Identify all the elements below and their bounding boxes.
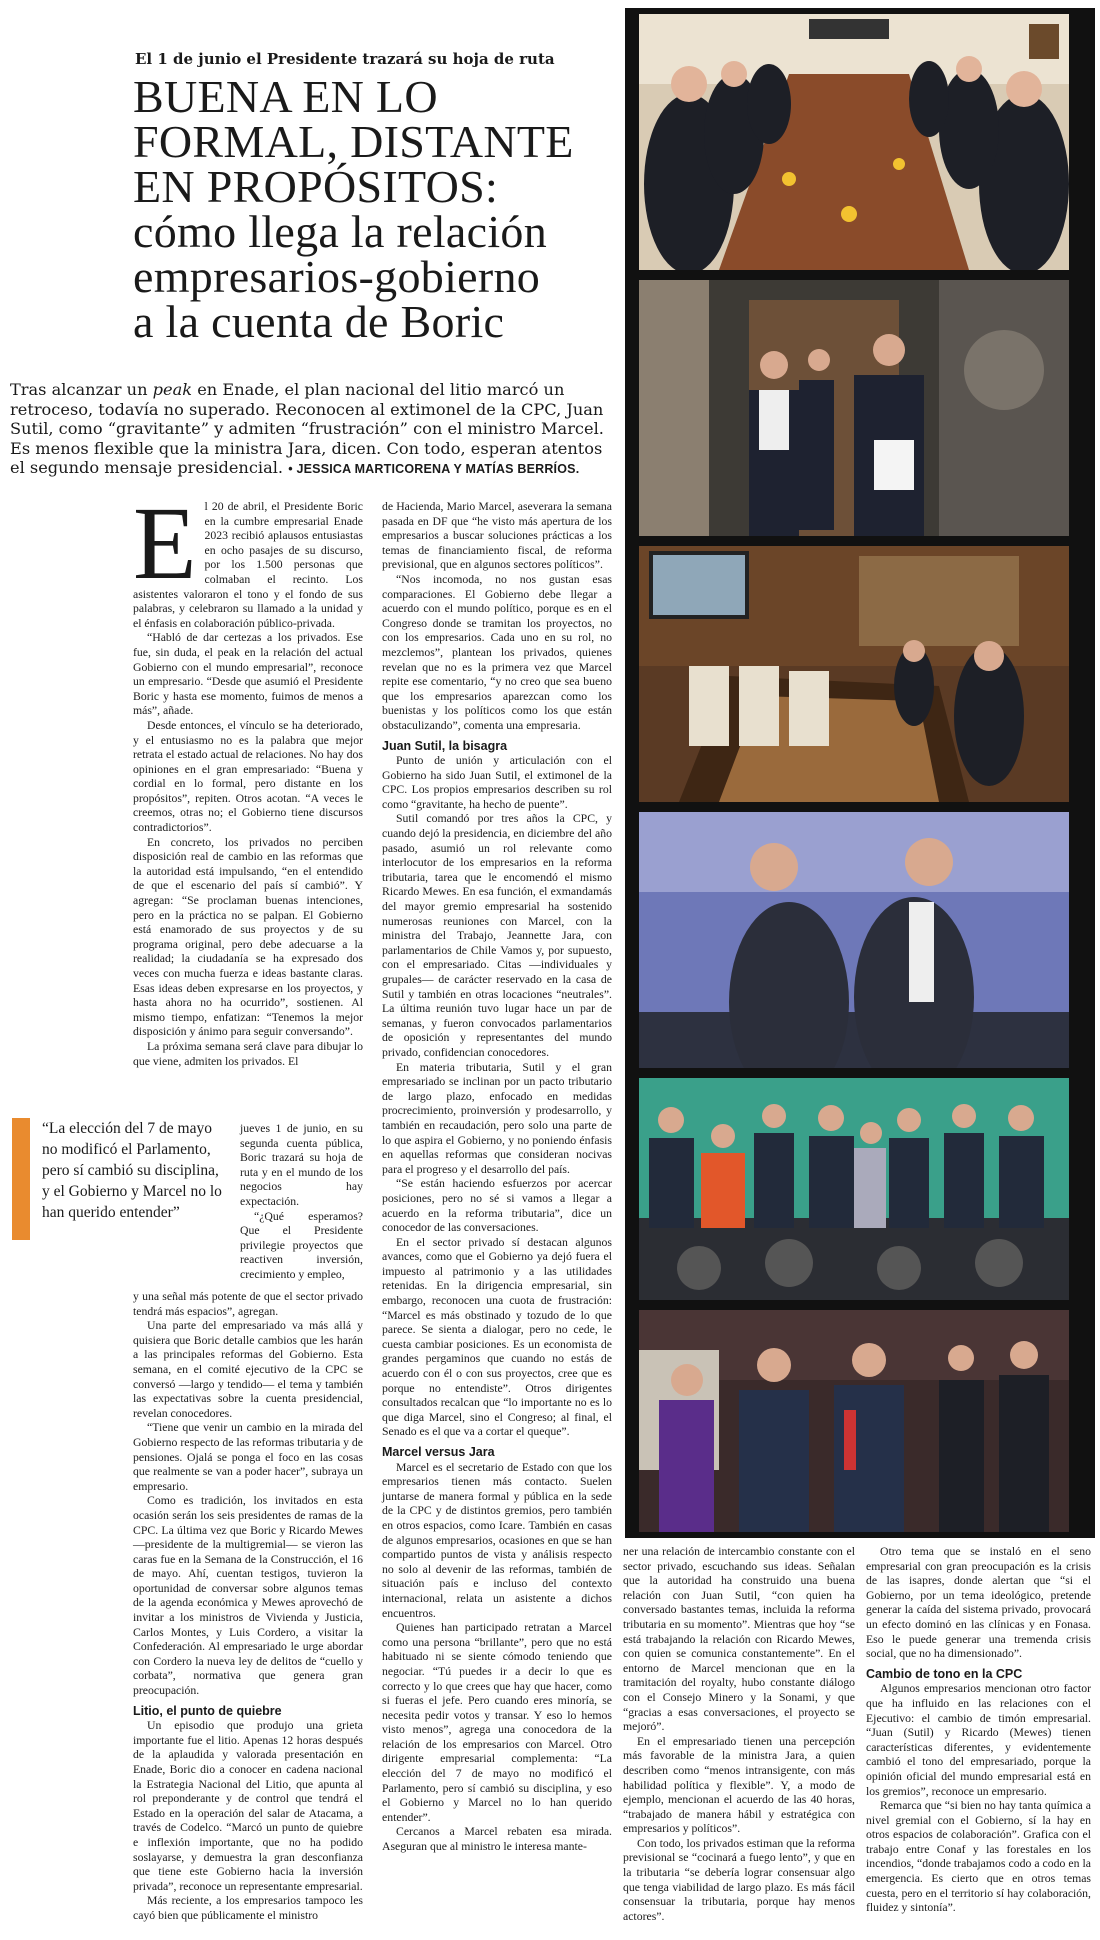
column-1-narrow xyxy=(240,1122,363,1283)
paragraph: En concreto, los privados no perciben disposición real de cambio en las reformas que la autoridad está impulsando, “en el entendido de que el escenario del país sí cambió”. Y agregan: “Se proclaman buenas intenciones, pero en la práctica no se palpan. El Gobierno está enamorado de sus proyectos y de su programa original, pero debe adecuarse a la realidad; la ciudadanía se ha expresado dos veces con mucha fuerza e ideas bastante claras. Esas ideas deben expresarse en los proyectos, y hasta ahora no ha ocurrido”, sostienen. Al mismo tiempo, enfatizan: “Tenemos la mejor disposición y ánimo para seguir conversando”. xyxy=(133,835,363,1039)
headline-line: FORMAL, DISTANTE xyxy=(133,116,574,167)
column-1-lower xyxy=(133,1290,363,1924)
photo-corridor xyxy=(639,280,1069,536)
drop-cap: E xyxy=(133,486,197,601)
photo-videoconference xyxy=(639,546,1069,802)
photo-strip xyxy=(625,8,1095,1538)
photo-meeting-table xyxy=(639,14,1069,270)
paragraph: En el empresariado tienen una percepción más favorable de la ministra Jara, a quien describen como “menos intransigente, con más habilidad política y flexible”. Y, a modo de ejemplo, mencionan el acuerdo de las 40 horas, “trabajado de manera hábil y estratégica con empresarios y políticos”. xyxy=(623,1734,855,1836)
lead-text: Tras alcanzar un xyxy=(10,380,153,399)
lead-emphasis: peak xyxy=(152,380,193,399)
paragraph: jueves 1 de junio, en su segunda cuenta pública, Boric trazará su hoja de ruta y en el mundo de los negocios hay expectación. xyxy=(240,1122,363,1208)
headline-line: cómo llega la relación xyxy=(133,206,548,257)
column-4 xyxy=(866,1545,1091,1916)
paragraph: “Nos incomoda, no nos gustan esas comparaciones. El Gobierno debe llegar a acuerdo con el mundo político, porque es en el Congreso donde se tramitan los proyectos, no con los empresarios. Cada uno en su rol, no mezclemos”, plantean los privados, quienes revelan que no es la primera vez que Marcel repite ese comentario, “y no creo que sea bueno que los empresarios aparezcan como los buenistas y los políticos como los que están obstaculizando”, comenta una empresaria. xyxy=(382,572,612,732)
paragraph: Quienes han participado retratan a Marcel como una persona “brillante”, pero que no está habituado ni se siente cómodo teniendo que negociar. “Tú puedes ir a decir lo que es correcto y lo que crees que hay que hacer, como si fueras el jefe. Pero cuando eres minoría, se necesita pedir votos y transar. Y eso lo hemos visto menos”, agrega una conocedora de la relación de los empresarios con Marcel. Otro dirigente empresarial complementa: “La elección del 7 de mayo no modificó el Parlamento, pero sí cambió su disciplina, y eso el Gobierno y Marcel no lo han querido entender”. xyxy=(382,1621,612,1824)
lead-text: en Enade, el plan nacional del litio marcó un retroceso, todavía no superado. Reconocen al extimonel de la CPC, Juan Sutil, como “gravitante” y admiten “frustración” con el ministro Marcel. Es menos flexible que la ministra Jara, dicen. Con todo, esperan atentos el segundo mensaje presidencial. xyxy=(10,380,604,477)
paragraph: “Se están haciendo esfuerzos por acercar posiciones, pero no sé si vamos a llegar a acuerdo en la reforma tributaria”, dice un conocedor de las conversaciones. xyxy=(382,1177,612,1235)
paragraph: Otro tema que se instaló en el seno empresarial con gran preocupación es la crisis de las isapres, donde alertan que “si el Gobierno, por un tema ideológico, pretende generar la caída del sistema privado, provocará un efecto dominó en las clínicas y en Fonasa. Eso le puede generar una tremenda crisis social, que no ha dimensionado”. xyxy=(866,1545,1091,1661)
paragraph: Desde entonces, el vínculo se ha deteriorado, y el entusiasmo no es la palabra que mejor retrata el estado actual de relaciones. No hay dos opiniones en el gran empresariado: “Buena y cordial en lo formal, pero distante en los propósitos”, repiten. Otros acotan. “A veces le creemos, otras no; el Gobierno tiene discursos contradictorios”. xyxy=(133,718,363,835)
subheading-jara: Marcel versus Jara xyxy=(382,1445,495,1459)
paragraph: Remarca que “si bien no hay tanta química a nivel gremial con el Gobierno, sí la hay en otros espacios de colaboración”. Grafica con el trabajo entre Conaf y las forestales en los incendios, “donde trabajamos codo a codo en la emergencia. Es cierto que en otros temas cuesta, pero en el territorio sí hay colaboración, fluidez y sintonía”. xyxy=(866,1799,1091,1915)
paragraph: Sutil comandó por tres años la CPC, y cuando dejó la presidencia, en diciembre del año pasado, asumió un rol relevante como interlocutor de los empresarios en la reforma tributaria, tarea que le encomendó el mismo Ricardo Mewes. En esa función, el exmandamás del mayor gremio empresarial ha sostenido numerosas reuniones con Marcel, con la ministra del Trabajo, Jeannette Jara, con parlamentarios de Chile Vamos y, por supuesto, con el empresariado. Citas —individuales y grupales— de carácter reservado en la casa de Sutil y también en otras locaciones “neutrales”. La última reunión tuvo lugar hace un par de semanas, y fueron convocados parlamentarios de oposición y representantes del mundo privado, confidencian conocedores. xyxy=(382,812,612,1059)
pull-quote: “La elección del 7 de mayo no modificó el Parlamento, pero sí cambió su disciplina, y el Gobierno y Marcel no lo han querido entender” xyxy=(42,1120,222,1221)
subheading-cpc: Cambio de tono en la CPC xyxy=(866,1666,1023,1681)
headline xyxy=(133,71,603,347)
byline: • JESSICA MARTICORENA Y MATÍAS BERRÍOS. xyxy=(288,462,580,476)
photo-walking xyxy=(639,1310,1069,1532)
column-3 xyxy=(623,1545,855,1924)
subheading-litio: Litio, el punto de quiebre xyxy=(133,1703,282,1718)
paragraph: y una señal más potente de que el sector privado tendrá más espacios”, agregan. xyxy=(133,1290,363,1318)
paragraph: En materia tributaria, Sutil y el gran empresariado se inclinan por un pacto tributario de largo plazo, enfocado en medidas procrecimiento, proinversión y prodesarrollo, y también en recaudación, pero solo una parte de lo que aspira el Gobierno, y no poniendo énfasis en aquellas reformas que consideran nocivas para el progreso y el desarrollo del país. xyxy=(382,1060,612,1176)
headline-line: BUENA EN LO xyxy=(133,71,438,122)
paragraph: Marcel es el secretario de Estado con que los empresarios tienen más contacto. Suelen juntarse de manera formal y pública en la sede de la CPC y de distintos gremios, pero también en otros espacios, como Icare. También en casas de algunos empresarios, ocasiones en que se han compartido puntos de vista y análisis respecto no solo al devenir de las reformas, también de situación país e incluso del contexto internacional, relata un asistente a dichos encuentros. xyxy=(382,1460,612,1620)
paragraph: Cercanos a Marcel rebaten esa mirada. Aseguran que al ministro le interesa mante- xyxy=(382,1825,612,1854)
lead-paragraph xyxy=(10,380,610,480)
paragraph: “Tiene que venir un cambio en la mirada del Gobierno respecto de las reformas tributaria y de pensiones. Ojalá se ponga el foco en las cosas que realmente se van a poder hacer”, subraya un empresario. xyxy=(133,1421,364,1493)
headline-line: a la cuenta de Boric xyxy=(133,296,505,347)
photo-group-stage xyxy=(639,1078,1069,1300)
column-1 xyxy=(133,486,363,1069)
paragraph: Como es tradición, los invitados en esta ocasión serán los seis presidentes de ramas de la CPC. La última vez que Boric y Ricardo Mewes —presidente de la multigremial— se vieron las caras fue en la Semana de la Construcción, el 16 de mayo. Ahí, cuentan testigos, tuvieron la oportunidad de conversar sobre algunos temas de la agenda económica y Mewes aprovechó de invitar a los ministros de Vivienda y Justicia, Carlos Montes, y Luis Cordero, a visitar la Confederación. Al empresariado le urge abordar con Cordero la nueva ley de delitos de “cuello y corbata”, normativa que genera gran preocupación. xyxy=(133,1494,363,1698)
photo-handshake xyxy=(639,812,1069,1068)
paragraph: Un episodio que produjo una grieta importante fue el litio. Apenas 12 horas después de la aplaudida y valorada presentación en Enade, Boric dio a conocer en cadena nacional la Estrategia Nacional del Litio, que apunta al rol preponderante y de control que tendrá el Estado en la operación del salar de Atacama, a través de Codelco. “Marcó un punto de quiebre e inflexión importante, que no ha podido soslayarse, y demuestra la gran desconfianza que tiene este Gobierno hacia la inversión privada”, reconoce un representante empresarial. xyxy=(133,1719,363,1893)
headline-line: empresarios-gobierno xyxy=(133,251,541,302)
paragraph: “Habló de dar certezas a los privados. Ese fue, sin duda, el peak en la relación del actual Gobierno con el mundo empresarial”, reconoce un empresario. “Desde que asumió el Presidente Boric y hasta ese momento, fuimos de menos a más”, añade. xyxy=(133,631,363,718)
column-2 xyxy=(382,500,612,1855)
paragraph: l 20 de abril, el Presidente Boric en la cumbre empresarial Enade 2023 recibió aplausos entusiastas en ocho pasajes de su discurso, por los 1.500 personas que colmaban el recinto. Los asistentes valoraron el tono y el fondo de sus palabras, y celebraron su llamado a la unidad y el énfasis en colaboración público-privada. xyxy=(133,500,363,630)
paragraph: Con todo, los privados estiman que la reforma previsional se “cocinará a fuego lento”, y que en la tributaria “se debería lograr consensuar algo que tenga viabilidad de largo plazo. Es más fácil consensuar la tributaria, porque hay menos actores”. xyxy=(623,1836,855,1923)
paragraph: Punto de unión y articulación con el Gobierno ha sido Juan Sutil, el extimonel de la CPC. Los propios empresarios describen su rol como “gravitante, ha hecho de puente”. xyxy=(382,754,612,811)
paragraph: Una parte del empresariado va más allá y quisiera que Boric detalle cambios que les harán a las principales reformas del Gobierno. Esta semana, en el comité ejecutivo de la CPC se conversó —largo y tendido— el tema y también las expectativas sobre la cuenta presidencial, revelan conocedores. xyxy=(133,1319,363,1420)
paragraph: de Hacienda, Mario Marcel, aseverara la semana pasada en DF que “he visto más apertura de los empresarios a buscar soluciones prácticas a los temas de financiamiento fiscal, de reforma previsional, que en algunos sectores políticos”. xyxy=(382,500,612,572)
kicker: El 1 de junio el Presidente trazará su hoja de ruta xyxy=(135,50,555,68)
subheading-sutil: Juan Sutil, la bisagra xyxy=(382,738,508,753)
paragraph: En el sector privado sí destacan algunos avances, como que el Gobierno ya dejó fuera el impuesto al patrimonio y a las utilidades retenidas. En la dirigencia empresarial, sin embargo, reconocen una cuota de frustración: “Marcel es más obstinado y tozudo de lo que parece. Se sienta a dialogar, pero no cede, le cuesta cambiar posiciones. Es un economista de grandes pergaminos que cuando no estás de acuerdo con él o con sus proyectos, cree que es porque no entendiste”. Otros dirigentes consultados recalcan que “lo importante no es lo que diga Marcel, sino el Congreso; al final, el Senado es el que va a cortar el queque”. xyxy=(382,1235,612,1439)
paragraph: ner una relación de intercambio constante con el sector privado, escuchando sus ideas. Señalan que la autoridad ha construido una buena relación con Juan Sutil, “con quien ha conversado bastantes temas, incluida la reforma tributaria en su momento”. Mientras que hoy “se está trabajando la relación con Ricardo Mewes, con quien se comunica constantemente”. En el entorno de Marcel mencionan que en la tramitación del royalty, hubo constante diálogo con el Consejo Minero y la Sonami, y que “gracias a esas conversaciones, el proyecto se mejoró”. xyxy=(623,1545,855,1734)
headline-line: EN PROPÓSITOS: xyxy=(133,161,499,212)
paragraph: “¿Qué esperamos? Que el Presidente privilegie proyectos que reactiven inversión, crecimiento y empleo, xyxy=(240,1209,363,1281)
pull-quote-bar xyxy=(12,1118,30,1240)
paragraph: La próxima semana será clave para dibujar lo que viene, admiten los privados. El xyxy=(133,1039,363,1068)
paragraph: Algunos empresarios mencionan otro factor que ha influido en las relaciones con el Ejecutivo: el cambio de timón empresarial. “Juan (Sutil) y Ricardo (Mewes) tienen características diferentes, y evidentemente cambió el tono del empresariado, porque la opinión oficial del mundo empresarial está en los gremios”, reconoce un empresario. xyxy=(866,1682,1091,1798)
paragraph: Más reciente, a los empresarios tampoco les cayó bien que públicamente el ministro xyxy=(133,1894,363,1922)
